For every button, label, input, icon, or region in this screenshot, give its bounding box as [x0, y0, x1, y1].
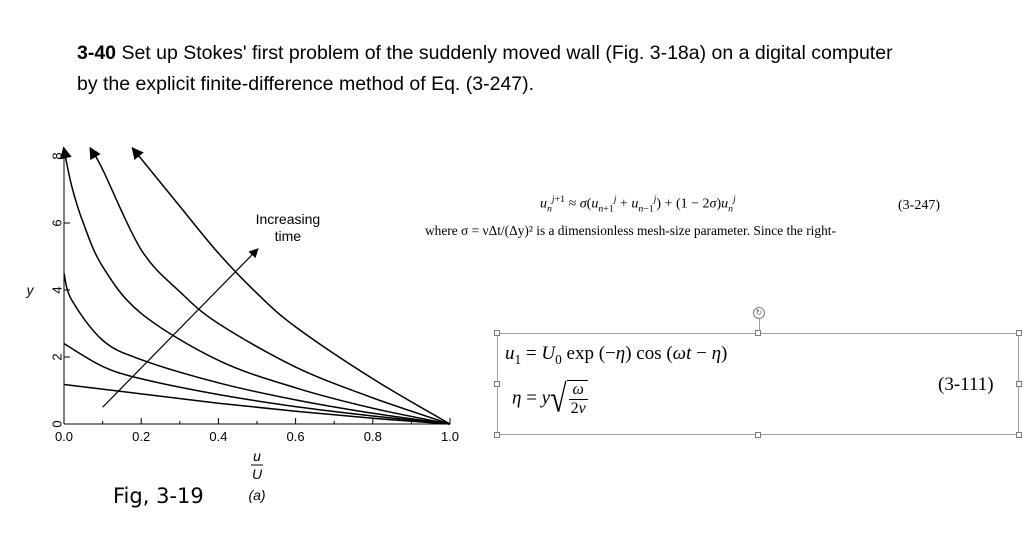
- x-axis-label-denominator: U: [251, 466, 263, 482]
- equation-3-247-description: where σ = νΔt/(Δy)² is a dimensionless mesh-size parameter. Since the right-: [425, 223, 836, 238]
- annotation-line1: Increasing: [255, 210, 321, 227]
- problem-text-line2: by the explicit finite-difference method of Eq. (3-247).: [77, 73, 535, 95]
- y-tick-label: 0: [49, 420, 65, 428]
- y-tick-label: 2: [49, 353, 65, 361]
- equation-3-247-number: (3-247): [898, 198, 940, 213]
- x-tick-label: 0.0: [54, 429, 74, 444]
- problem-text-line1: Set up Stokes' first problem of the suddenly moved wall (Fig. 3-18a) on a digital computer: [121, 42, 893, 64]
- x-tick-label: 0.2: [132, 429, 151, 444]
- profile-curve-4: [64, 149, 450, 424]
- y-tick-label: 4: [49, 286, 65, 294]
- resize-handle-s[interactable]: [755, 432, 761, 438]
- resize-handle-se[interactable]: [1016, 432, 1022, 438]
- equation-3-247: $u_n^{j+1} \approx \sigma(u_{n+1}^j + u_{n-1}^j) + (1 - 2\sigma)u_n^j$: [540, 194, 736, 215]
- equation-3-111-line2: η = y√ $\frac{\omega}{2\nu}$: [512, 377, 586, 421]
- x-axis-label-numerator: u: [253, 448, 261, 464]
- panel-label: (a): [248, 487, 266, 503]
- resize-handle-nw[interactable]: [494, 330, 500, 336]
- y-tick-label: 8: [49, 152, 65, 160]
- resize-handle-n[interactable]: [755, 330, 761, 336]
- rotate-handle-icon[interactable]: ↻: [753, 307, 765, 319]
- y-tick-label: 6: [49, 219, 65, 227]
- problem-number: 3-40: [77, 42, 117, 64]
- resize-handle-w[interactable]: [494, 381, 500, 387]
- y-axis-label: y: [26, 282, 34, 298]
- resize-handle-sw[interactable]: [494, 432, 500, 438]
- increasing-time-arrow: [103, 250, 257, 407]
- profile-curve-5: [91, 149, 450, 424]
- equation-3-111-line1: $u_1 = U_0$ exp (−η) cos (ωt − η): [505, 343, 728, 367]
- annotation-line2: time: [274, 227, 302, 244]
- problem-statement: [77, 38, 997, 100]
- x-tick-label: 1.0: [440, 429, 460, 444]
- equation-3-111-number: (3-111): [938, 374, 994, 395]
- resize-handle-e[interactable]: [1016, 381, 1022, 387]
- x-tick-label: 0.8: [363, 429, 382, 444]
- profile-curve-6: [133, 149, 450, 424]
- figure-caption: Fig, 3-19: [113, 484, 204, 508]
- x-tick-label: 0.4: [209, 429, 228, 444]
- x-tick-label: 0.6: [286, 429, 305, 444]
- resize-handle-ne[interactable]: [1016, 330, 1022, 336]
